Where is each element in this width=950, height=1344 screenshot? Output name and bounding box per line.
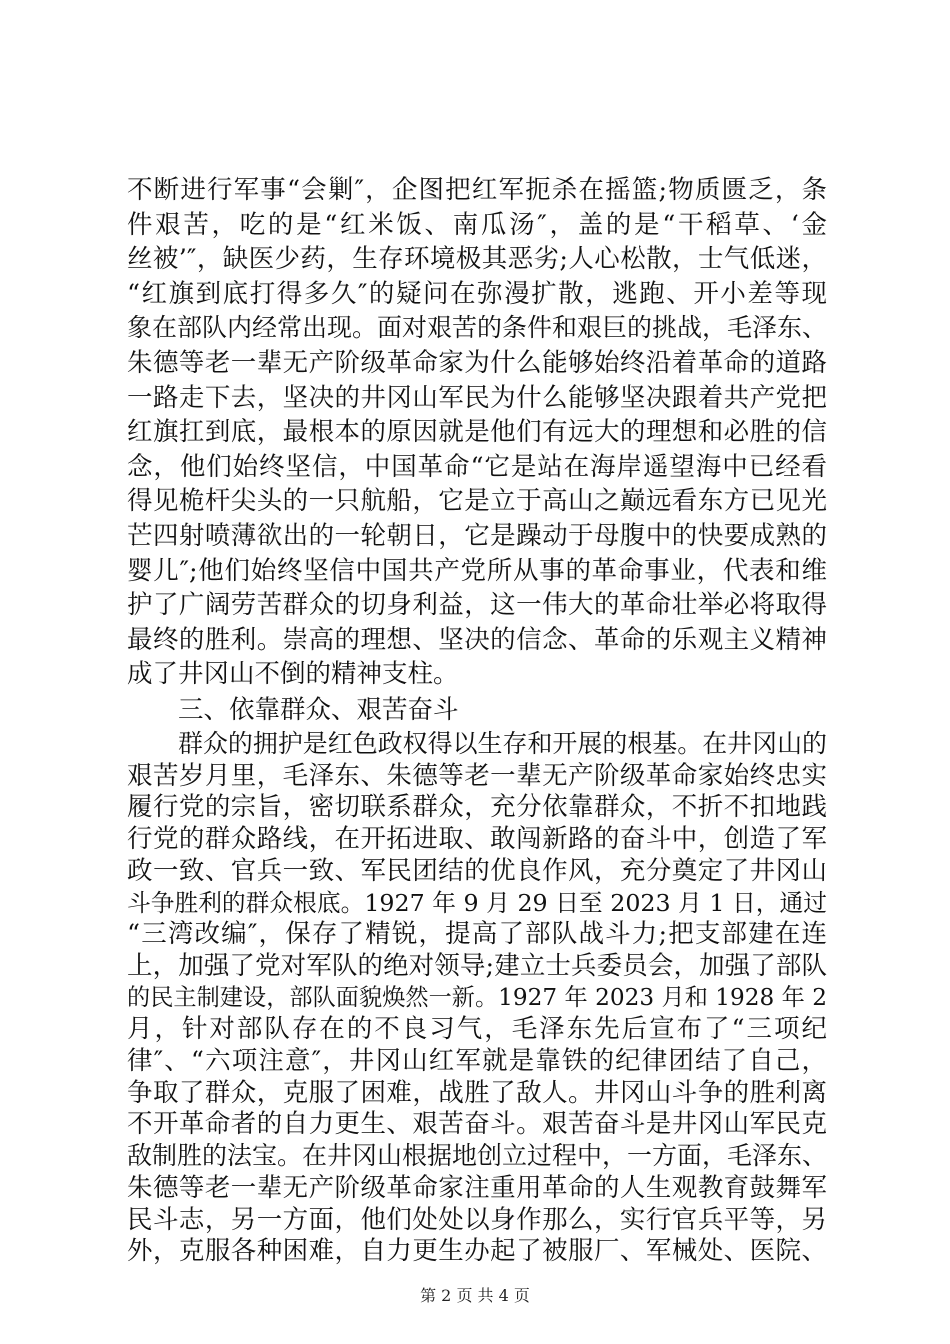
paragraph-2-line: 的民主制建设，部队面貌焕然一新。1927 年 2023 月和 1928 年 2 xyxy=(127,984,827,1011)
paragraph-2-line: “三湾改编″，保存了精锐，提高了部队战斗力;把支部建在连 xyxy=(127,919,827,949)
paragraph-1-line: 护了广阔劳苦群众的切身利益，这一伟大的革命壮举必将取得 xyxy=(127,590,827,620)
paragraph-2-line: 争取了群众，克服了困难，战胜了敌人。井冈山斗争的胜利离 xyxy=(127,1078,827,1108)
paragraph-2-line: 敌制胜的法宝。在井冈山根据地创立过程中，一方面，毛泽东、 xyxy=(127,1141,828,1170)
paragraph-1-line: 件艰苦，吃的是“红米饭、南瓜汤″，盖的是“干稻草、‘金 xyxy=(127,210,827,240)
paragraph-2-line: 政一致、官兵一致、军民团结的优良作风，充分奠定了井冈山 xyxy=(127,856,827,886)
paragraph-2-line: 民斗志，另一方面，他们处处以身作那么，实行官兵平等，另 xyxy=(127,1205,827,1235)
paragraph-2-line: 斗争胜利的群众根底。1927 年 9 月 29 日至 2023 月 1 日，通过 xyxy=(127,889,827,917)
paragraph-2-line: 履行党的宗旨，密切联系群众，充分依靠群众，不折不扣地践 xyxy=(127,792,827,822)
paragraph-1-line: 成了井冈山不倒的精神支柱。 xyxy=(127,659,459,689)
paragraph-1-line: 象在部队内经常出现。面对艰苦的条件和艰巨的挑战，毛泽东、 xyxy=(127,313,828,342)
paragraph-2-line: 不开革命者的自力更生、艰苦奋斗。艰苦奋斗是井冈山军民克 xyxy=(127,1109,827,1139)
page-footer: 第 2 页 共 4 页 xyxy=(420,1286,530,1305)
paragraph-2-line: 上，加强了党对军队的绝对领导;建立士兵委员会，加强了部队 xyxy=(127,951,827,981)
paragraph-2-line: 月，针对部队存在的不良习气，毛泽东先后宣布了“三项纪 xyxy=(127,1014,827,1044)
paragraph-1-line: 朱德等老一辈无产阶级革命家为什么能够始终沿着革命的道路 xyxy=(127,348,827,378)
paragraph-2-line: 艰苦岁月里，毛泽东、朱德等老一辈无产阶级革命家始终忠实 xyxy=(127,761,827,791)
paragraph-2-line: 外，克服各种困难，自力更生办起了被服厂、军械处、医院、 xyxy=(127,1236,827,1266)
paragraph-1-line: 不断进行军事“会剿″，企图把红军扼杀在摇篮;物质匮乏，条 xyxy=(127,175,827,205)
paragraph-1-line: 念，他们始终坚信，中国革命“它是站在海岸遥望海中已经看 xyxy=(127,452,827,482)
paragraph-2-line: 群众的拥护是红色政权得以生存和开展的根基。在井冈山的 xyxy=(178,729,827,758)
paragraph-1-line: 红旗扛到底，最根本的原因就是他们有远大的理想和必胜的信 xyxy=(127,417,827,447)
paragraph-1-line: 芒四射喷薄欲出的一轮朝日，它是躁动于母腹中的快要成熟的 xyxy=(127,521,827,551)
paragraph-1-line: 一路走下去，坚决的井冈山军民为什么能够坚决跟着共产党把 xyxy=(127,383,827,413)
paragraph-1-line: 婴儿″;他们始终坚信中国共产党所从事的革命事业，代表和维 xyxy=(127,556,827,586)
paragraph-1-line: 丝被’″，缺医少药，生存环境极其恶劣;人心松散，士气低迷， xyxy=(127,244,827,274)
section-heading: 三、依靠群众、艰苦奋斗 xyxy=(178,695,459,725)
paragraph-2-line: 律″、“六项注意″，井冈山红军就是靠铁的纪律团结了自己， xyxy=(127,1046,827,1076)
paragraph-2-line: 行党的群众路线，在开拓进取、敢闯新路的奋斗中，创造了军 xyxy=(127,824,827,854)
paragraph-1-line: “红旗到底打得多久″的疑问在弥漫扩散，逃跑、开小差等现 xyxy=(127,279,827,309)
paragraph-1-line: 最终的胜利。崇高的理想、坚决的信念、革命的乐观主义精神 xyxy=(127,625,827,655)
paragraph-2-line: 朱德等老一辈无产阶级革命家注重用革命的人生观教育鼓舞军 xyxy=(127,1173,827,1203)
paragraph-1-line: 得见桅杆尖头的一只航船，它是立于高山之巅远看东方已见光 xyxy=(127,486,827,516)
